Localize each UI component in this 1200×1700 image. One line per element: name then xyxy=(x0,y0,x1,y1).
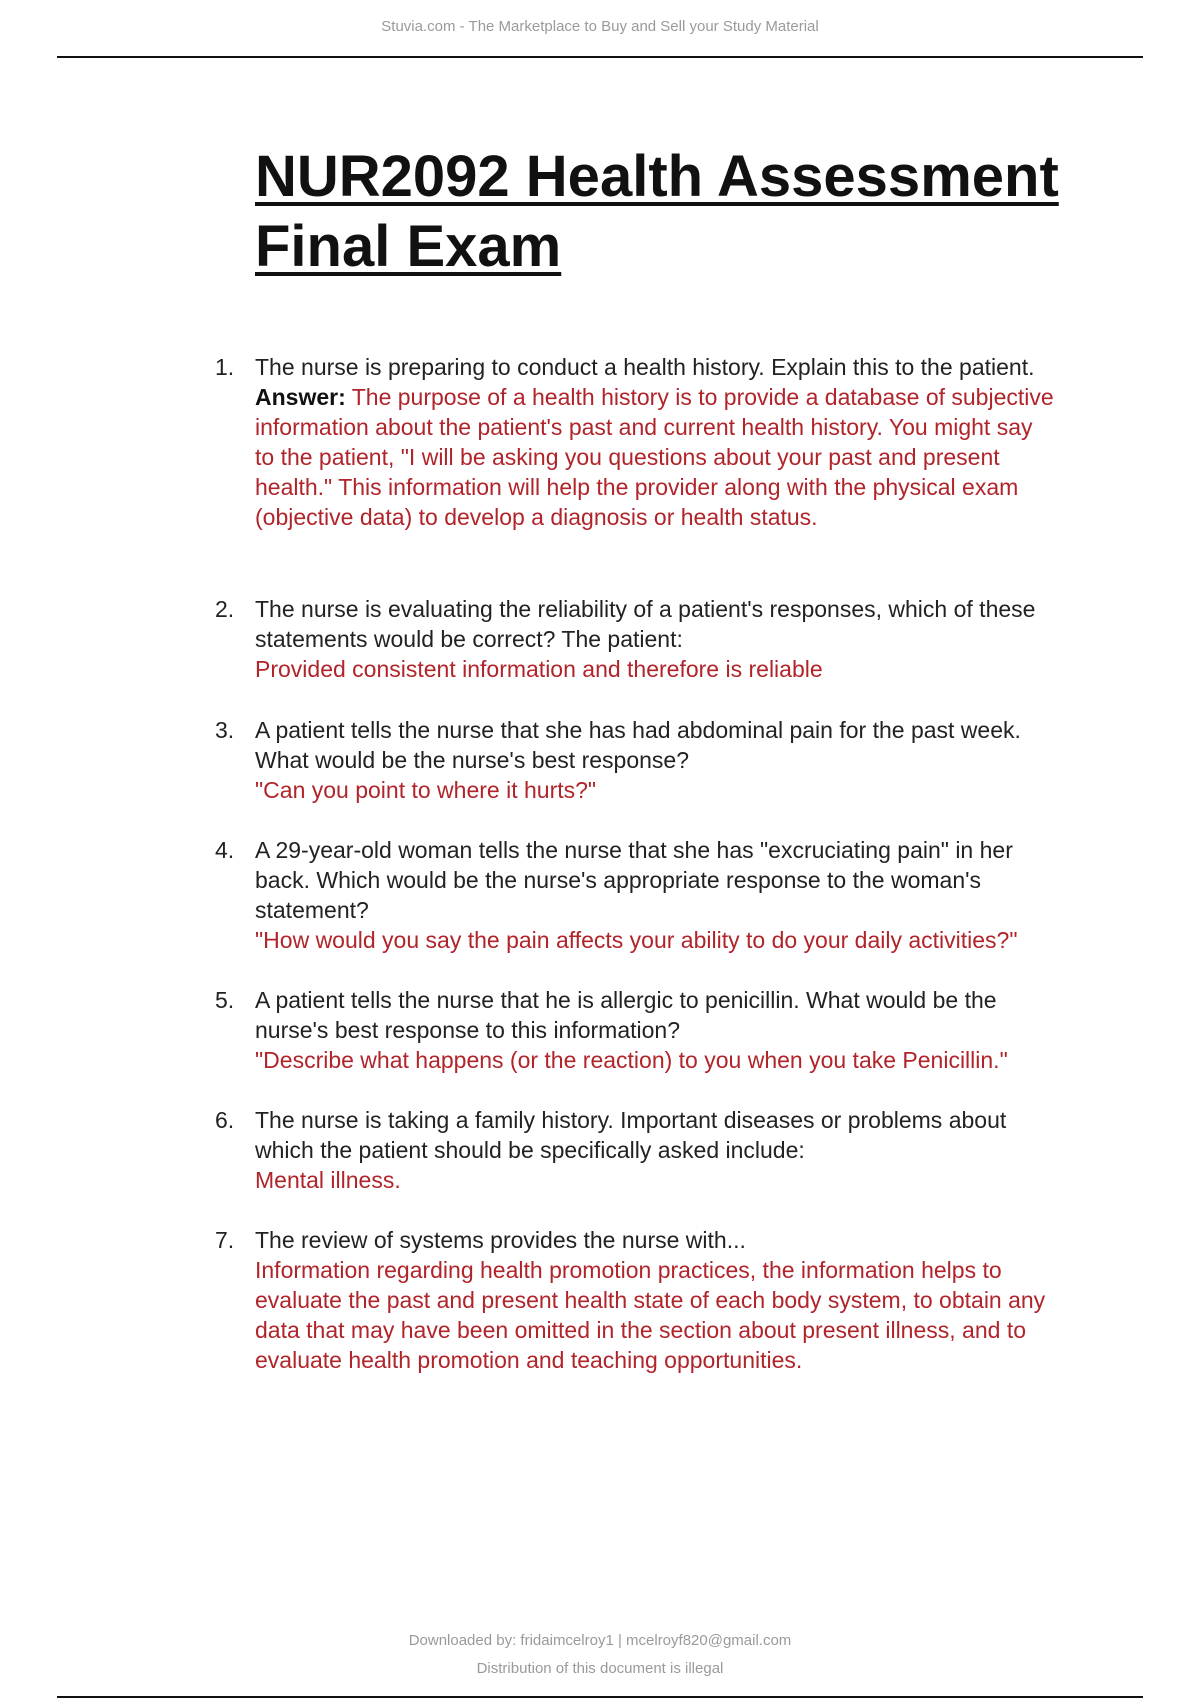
answer-text: Provided consistent information and therefore is reliable xyxy=(255,656,823,682)
question-item xyxy=(215,1105,1055,1195)
question-number: 2. xyxy=(215,596,235,622)
answer-label: Answer: xyxy=(255,384,346,410)
question-item xyxy=(215,352,1055,532)
question-text: A 29-year-old woman tells the nurse that she has "excruciating pain" in her back. Which would be the nurse's appropriate response to the woman's statement? xyxy=(255,837,1013,923)
question-number: 5. xyxy=(215,987,235,1013)
question-list xyxy=(215,352,1055,1375)
question-text: The review of systems provides the nurse with... xyxy=(255,1227,746,1253)
site-header-text: Stuvia.com - The Marketplace to Buy and Sell your Study Material xyxy=(381,18,819,35)
question-text: A patient tells the nurse that she has had abdominal pain for the past week. What would be the nurse's best response? xyxy=(255,717,1021,773)
question-text: The nurse is preparing to conduct a health history. Explain this to the patient. xyxy=(255,354,1035,380)
question-number: 7. xyxy=(215,1227,235,1253)
answer-text: "Can you point to where it hurts?" xyxy=(255,777,597,803)
header-divider xyxy=(57,56,1143,58)
question-number: 6. xyxy=(215,1107,235,1133)
answer-text: Mental illness. xyxy=(255,1167,401,1193)
answer-text: The purpose of a health history is to provide a database of subjective information about the patient's past and current health history. You might say to the patient, "I will be asking you questions about your past and present health." This information will help the provider along with the physical exam (objective data) to develop a diagnosis or health status. xyxy=(255,384,1054,530)
distribution-notice: Distribution of this document is illegal xyxy=(476,1660,724,1677)
question-item xyxy=(215,835,1055,955)
answer-block xyxy=(255,382,1055,532)
answer-text: "Describe what happens (or the reaction) to you when you take Penicillin." xyxy=(255,1047,1008,1073)
question-text: A patient tells the nurse that he is allergic to penicillin. What would be the nurse's best response to this information? xyxy=(255,987,997,1043)
question-item xyxy=(215,715,1055,805)
question-text: The nurse is evaluating the reliability of a patient's responses, which of these statements would be correct? The patient: xyxy=(255,596,1036,652)
question-item xyxy=(215,594,1055,684)
document-title: NUR2092 Health Assessment Final Exam xyxy=(255,144,1059,279)
question-number: 1. xyxy=(215,354,235,380)
answer-text: "How would you say the pain affects your ability to do your daily activities?" xyxy=(255,927,1018,953)
question-item xyxy=(215,985,1055,1075)
question-number: 4. xyxy=(215,837,235,863)
question-text: The nurse is taking a family history. Important diseases or problems about which the patient should be specifically asked include: xyxy=(255,1107,1007,1163)
footer-divider xyxy=(57,1696,1143,1698)
question-number: 3. xyxy=(215,717,235,743)
downloaded-by-text: Downloaded by: fridaimcelroy1 | mcelroyf820@gmail.com xyxy=(408,1632,792,1649)
answer-text: Information regarding health promotion practices, the information helps to evaluate the past and present health state of each body system, to obtain any data that may have been omitted in the section about present illness, and to evaluate health promotion and teaching opportunities. xyxy=(255,1257,1046,1373)
question-item xyxy=(215,1225,1055,1375)
